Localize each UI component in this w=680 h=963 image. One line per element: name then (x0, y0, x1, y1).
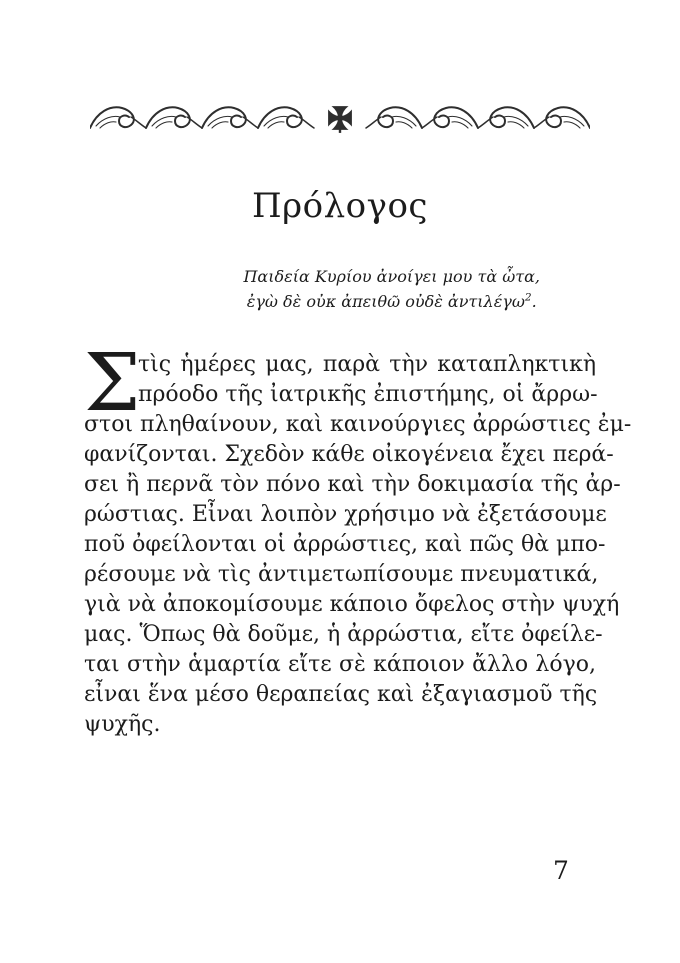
footnote-reference: 2 (524, 291, 532, 304)
text-line: στοι πληθαίνουν, καὶ καινούργιες ἀρρώστιες ἐμ- (84, 412, 632, 437)
cross-pattee-icon (329, 107, 352, 133)
text-line: σει ἢ περνᾶ τὸν πόνο καὶ τὴν δοκιμασία τῆς ἀρ- (84, 472, 621, 497)
drop-cap: Σ (84, 336, 141, 429)
text-line: ται στὴν ἁμαρτία εἴτε σὲ κάποιον ἄλλο λόγο, (84, 652, 596, 677)
text-line: ψυχῆς. (84, 712, 161, 737)
epigraph-line-2-text: ἐγὼ δὲ οὐκ ἀπειθῶ οὐδὲ ἀντιλέγω (246, 292, 525, 311)
epigraph-line-2 (243, 289, 540, 314)
body-paragraph (84, 336, 632, 740)
epigraph (243, 264, 540, 314)
epigraph-line-1: Παιδεία Κυρίου ἀνοίγει μου τὰ ὦτα, (243, 267, 540, 286)
text-line: ποῦ ὀφείλονται οἱ ἀρρώστιες, καὶ πῶς θὰ μπο- (84, 532, 606, 557)
epigraph-line-2-suffix: . (531, 292, 537, 311)
text-line: πρόοδο τῆς ἰατρικῆς ἐπιστήμης, οἱ ἄρρω- (138, 382, 598, 407)
page-number: 7 (553, 856, 569, 885)
text-line: εἶναι ἕνα μέσο θεραπείας καὶ ἐξαγιασμοῦ τῆς (84, 682, 598, 707)
chapter-title: Πρόλογος (252, 186, 428, 226)
text-line: φανίζονται. Σχεδὸν κάθε οἰκογένεια ἔχει περά- (84, 442, 614, 467)
header-ornament-band-icon (90, 100, 590, 140)
text-line: ρέσουμε νὰ τὶς ἀντιμετωπίσουμε πνευματικά, (84, 562, 599, 587)
text-line: μας. Ὅπως θὰ δοῦμε, ἡ ἀρρώστια, εἴτε ὀφείλε- (84, 622, 603, 647)
text-line: γιὰ νὰ ἀποκομίσουμε κάποιο ὄφελος στὴν ψυχή (84, 592, 620, 617)
text-line: ρώστιας. Εἶναι λοιπὸν χρήσιμο νὰ ἐξετάσουμε (84, 502, 607, 527)
text-line: τὶς ἡμέρες μας, παρὰ τὴν καταπληκτικὴ (138, 352, 596, 377)
